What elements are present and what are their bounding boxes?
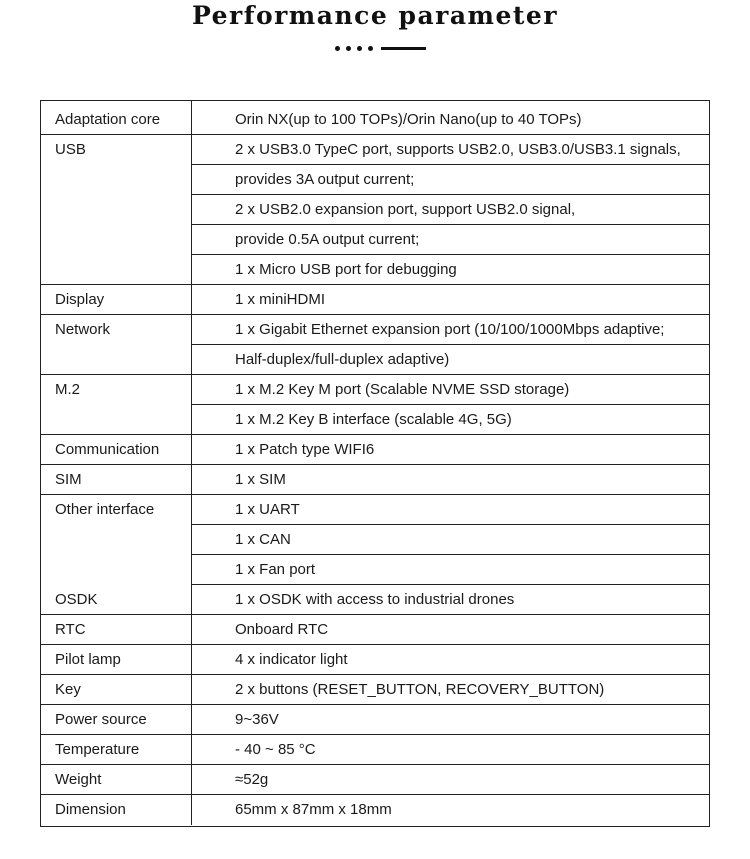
spec-label: Dimension <box>55 801 126 818</box>
spec-value: Half-duplex/full-duplex adaptive) <box>192 345 709 375</box>
spec-label <box>55 555 191 585</box>
spec-label-cell <box>41 465 192 495</box>
spec-value: provide 0.5A output current; <box>192 225 709 255</box>
spec-label-cell <box>41 101 192 135</box>
spec-value: 65mm x 87mm x 18mm <box>235 801 392 818</box>
divider-dash <box>381 47 426 50</box>
spec-label: Key <box>55 681 81 698</box>
spec-label: Pilot lamp <box>55 651 121 668</box>
divider-dot <box>357 46 362 51</box>
spec-label: OSDK <box>55 591 98 608</box>
spec-label-cell <box>41 765 192 795</box>
spec-value: 1 x CAN <box>192 525 709 555</box>
spec-value: 1 x M.2 Key B interface (scalable 4G, 5G) <box>192 405 709 435</box>
spec-label: Network <box>55 321 111 338</box>
spec-label: Temperature <box>55 741 140 758</box>
spec-label: SIM <box>55 471 82 488</box>
spec-label: Communication <box>55 441 160 458</box>
spec-label-cell <box>41 735 192 765</box>
spec-label-cell <box>41 435 192 465</box>
spec-value: Onboard RTC <box>192 615 709 645</box>
spec-label-cell <box>41 495 192 615</box>
spec-value: 1 x OSDK with access to industrial drones <box>192 585 709 615</box>
spec-value: 2 x buttons (RESET_BUTTON, RECOVERY_BUTTON) <box>192 675 709 705</box>
spec-label-cell <box>41 315 192 375</box>
spec-label: USB <box>55 141 86 158</box>
spec-table <box>40 100 710 827</box>
spec-value: 1 x UART <box>192 495 709 525</box>
spec-label: Display <box>55 291 105 308</box>
spec-value: 1 x Patch type WIFI6 <box>192 435 709 465</box>
spec-label: M.2 <box>55 381 81 398</box>
spec-value: 1 x Gigabit Ethernet expansion port (10/100/1000Mbps adaptive; <box>192 315 709 345</box>
spec-label-cell <box>41 375 192 435</box>
spec-value: provides 3A output current; <box>192 165 709 195</box>
page-title: Performance parameter <box>192 1 558 30</box>
spec-value: 2 x USB2.0 expansion port, support USB2.0 signal, <box>192 195 709 225</box>
divider-dot <box>346 46 351 51</box>
spec-label-cell <box>41 675 192 705</box>
spec-value: 1 x Micro USB port for debugging <box>192 255 709 285</box>
spec-value: - 40 ~ 85 °C <box>192 735 709 765</box>
spec-value: 2 x USB3.0 TypeC port, supports USB2.0, USB3.0/USB3.1 signals, <box>192 135 709 165</box>
spec-label-cell <box>41 645 192 675</box>
spec-label-cell <box>41 615 192 645</box>
spec-value: 1 x SIM <box>192 465 709 495</box>
spec-label-cell <box>41 285 192 315</box>
spec-label: RTC <box>55 621 86 638</box>
spec-label-cell <box>41 795 192 825</box>
spec-value: ≈52g <box>192 765 709 795</box>
spec-value: 1 x miniHDMI <box>192 285 709 315</box>
divider-dot <box>368 46 373 51</box>
spec-value: 1 x M.2 Key M port (Scalable NVME SSD storage) <box>192 375 709 405</box>
spec-label <box>55 525 191 555</box>
spec-value: Orin NX(up to 100 TOPs)/Orin Nano(up to 40 TOPs) <box>192 101 709 135</box>
spec-value: 4 x indicator light <box>192 645 709 675</box>
spec-value: 1 x Fan port <box>192 555 709 585</box>
spec-value: 9~36V <box>192 705 709 735</box>
spec-label: Adaptation core <box>55 111 161 128</box>
spec-label-cell <box>41 705 192 735</box>
spec-label: Power source <box>55 711 147 728</box>
spec-label: Other interface <box>55 501 155 518</box>
divider-dot <box>335 46 340 51</box>
title-divider <box>335 44 426 52</box>
spec-label: Weight <box>55 771 102 788</box>
spec-label-cell <box>41 135 192 285</box>
